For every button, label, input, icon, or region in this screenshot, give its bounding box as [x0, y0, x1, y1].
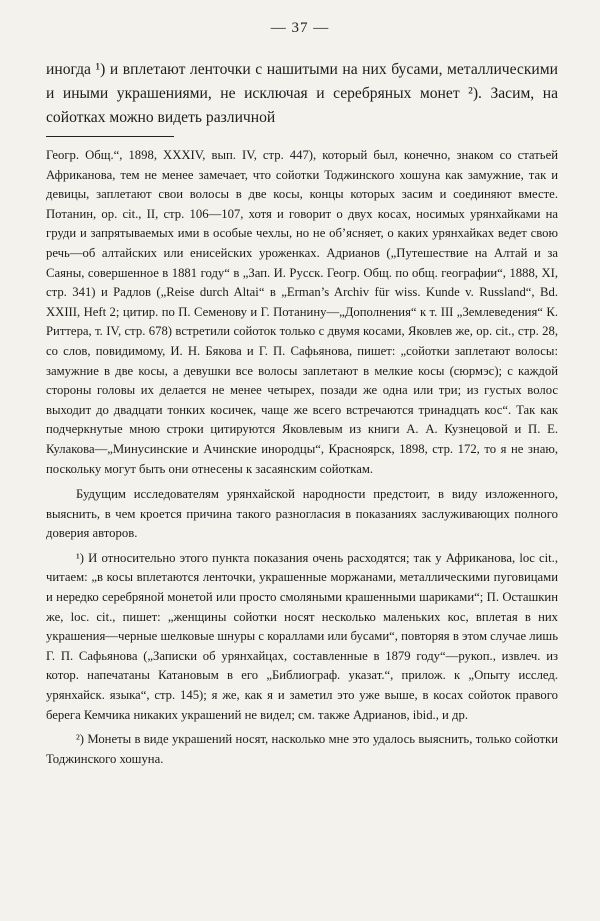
footnote-1: ¹) И относительно этого пункта показания очень расходятся; так у Африканова, loc cit., читаем: „в косы вплетаются ленточки, украшенные моржанами, металлическими пуговицами и нередко серебряной монетой или просто смоляными крашенными шариками“; П. Осташкин же, loc. cit., пишет: „женщины сойотки носят несколько маленьких кос, вплетая в них украшения—черные шелковые шнуры с кораллами или бусами“, повторяя в этом случае лишь Г. П. Сафьянова („Записки об урянхайцах, составленные в 1879 году“—рукоп., извлеч. из котор. напечатаны Катановым в его „Библиограф. указат.“, прилож. к „Опыту исслед. урянхайск. языка“, стр. 145); я же, как я и заметил это уже выше, в косах сойоток правого берега Кемчика никаких украшений не видел; см. также Адрианов, ibid., и др. — [46, 550, 558, 722]
future-research-note: Будущим исследователям урянхайской народности предстоит, в виду изложенного, выяснить, в чем кроется причина такого разногласия в показаниях заслуживающих полного доверия авторов. — [46, 487, 558, 541]
main-text: иногда ¹) и вплетают ленточки с нашитыми на них бусами, металлическими и иными украшениями, не исключая и серебряных монет ²). Засим, на сойотках можно видеть различной — [46, 61, 558, 126]
footnote-2: ²) Монеты в виде украшений носят, насколько мне это удалось выяснить, только сойотки Тоджинского хошуна. — [46, 732, 558, 766]
footnotes-section — [46, 146, 558, 769]
page-number: — 37 — — [270, 20, 330, 36]
footnote-rule — [46, 136, 174, 137]
continued-footnote: Геогр. Общ.“, 1898, XXXIV, вып. IV, стр. 447), который был, конечно, знаком со статьей Африканова, тем не менее замечает, что сойотки Тоджинского хошуна как замужние, так и девицы, заплетают свои волосы в две косы, концы которых засим и соединяют вместе. Потанин, ор. cit., II, стр. 106—107, хотя и говорит о двух косах, носимых урянхайками на груди и запрятываемых ими в особые чехлы, но не об’ясняет, о каких урянхайках ведет свою речь—об алтайских или енисейских уроженках. Адрианов („Путешествие на Алтай и за Саяны, совершенное в 1881 году“ в „Зап. И. Русск. Геогр. Общ. по общ. географии“, 1888, XI, стр. 341) и Радлов („Reise durch Altai“ в „Erman’s Archiv für wiss. Kunde v. Russland“, Bd. XXIII, Heft 2; цитир. по П. Семенову и Г. Потанину—„Дополнения“ к т. III „Землеведения“ К. Риттера, т. IV, стр. 678) встретили сойоток только с двумя косами, Яковлев же, ор. cit., стр. 28, со слов, повидимому, И. Н. Бякова и Г. П. Сафьянова, пишет: „сойотки заплетают волосы: замужние в две косы, а девушки все волосы заплетают в мелкие косы (сюрмэс); с каждой стороны головы их делается не менее четырех, позади же одна или три; из густых волос выходит до двадцати тонких косичек, чаще же всего встречаются тринадцать кос“. Так как подчеркнутые мною строки цитируются Яковлевым из книги А. А. Кузнецовой и П. Е. Кулакова—„Минусинские и Ачинские инородцы“, Красноярск, 1898, стр. 172, то я не знаю, поскольку могут быть они отнесены к засаянским сойоткам. — [46, 148, 558, 476]
